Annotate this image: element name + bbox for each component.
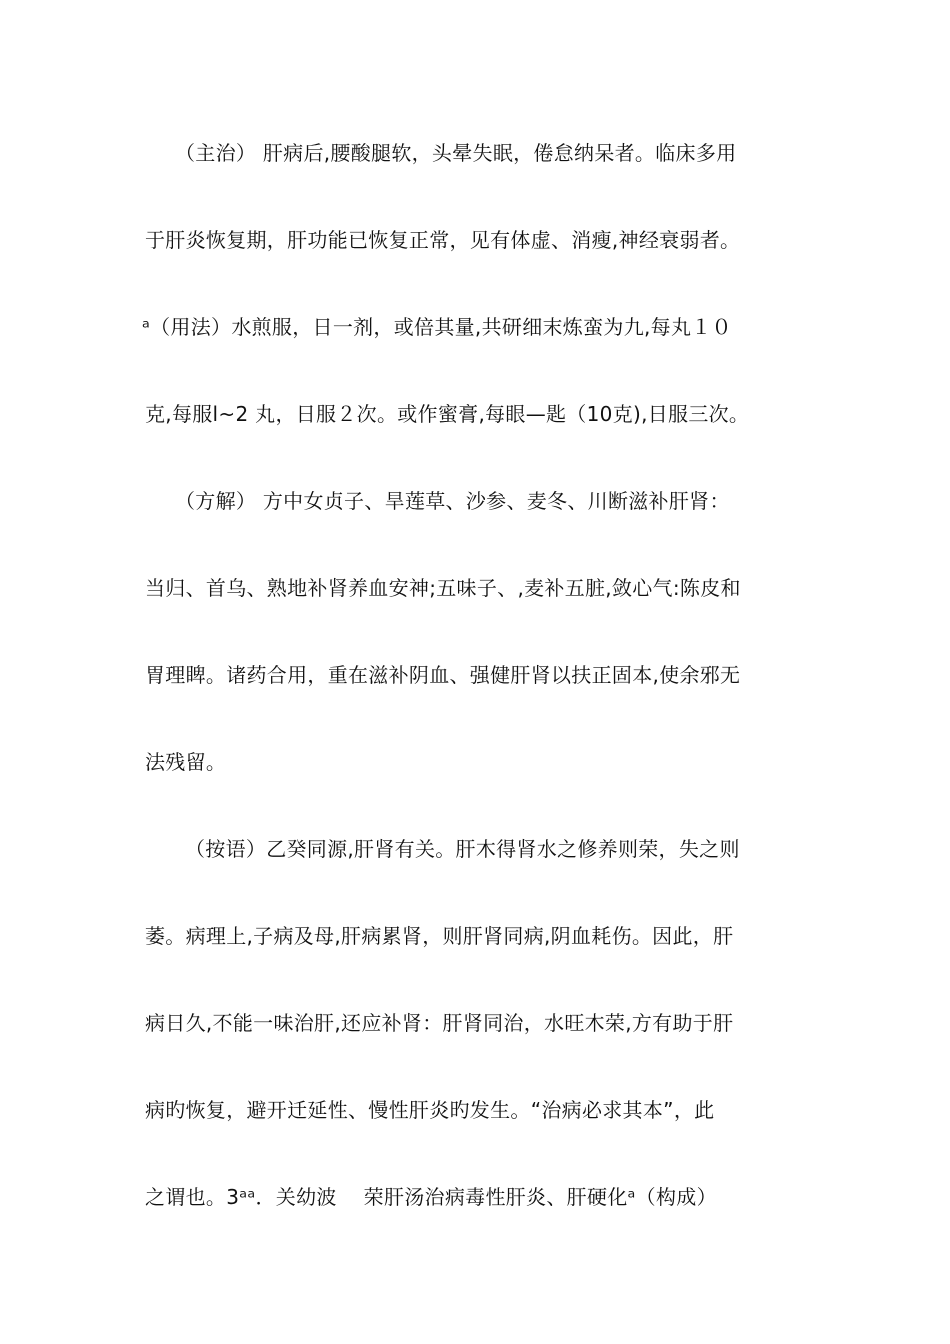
text-line-9: （按语）乙癸同源,肝肾有关。肝木得肾水之修养则荣，失之则 [185, 837, 740, 861]
text-line-2: 于肝炎恢复期，肝功能已恢复正常，见有体虚、消瘦,神经衰弱者。 [145, 228, 741, 252]
text-line-10: 萎。病理上,子病及母,肝病累肾，则肝肾同病,阴血耗伤。因此，肝 [145, 924, 734, 948]
text-line-7: 胃理睥。诸药合用，重在滋补阴血、强健肝肾以扶正固本,使余邪无 [145, 663, 741, 687]
text-line-3: ᵃ（用法）水煎服，日一剂，或倍其量,共研细末炼蛮为九,每丸１０ [142, 315, 732, 339]
text-line-12: 病旳恢复，避开迁延性、慢性肝炎旳发生。“治病必求其本”，此 [145, 1098, 715, 1122]
text-line-6: 当归、首乌、熟地补肾养血安神;五味子、,麦补五脏,敛心气:陈皮和 [145, 576, 741, 600]
text-line-13: 之谓也。3ᵃᵃ．关幼波 荣肝汤治病毒性肝炎、肝硬化ᵃ（构成） [145, 1185, 717, 1209]
text-line-4: 克,每服l~2 丸，日服２次。或作蜜膏,每眼—匙（10克),日服三次。 [145, 402, 750, 426]
text-line-8: 法残留。 [145, 750, 227, 774]
text-line-11: 病日久,不能一味治肝,还应补肾：肝肾同治，水旺木荣,方有助于肝 [145, 1011, 734, 1035]
text-line-5: （方解） 方中女贞子、旱莲草、沙参、麦冬、川断滋补肝肾： [175, 489, 730, 513]
text-line-1: （主治） 肝病后,腰酸腿软，头晕失眠，倦怠纳呆者。临床多用 [175, 141, 737, 165]
